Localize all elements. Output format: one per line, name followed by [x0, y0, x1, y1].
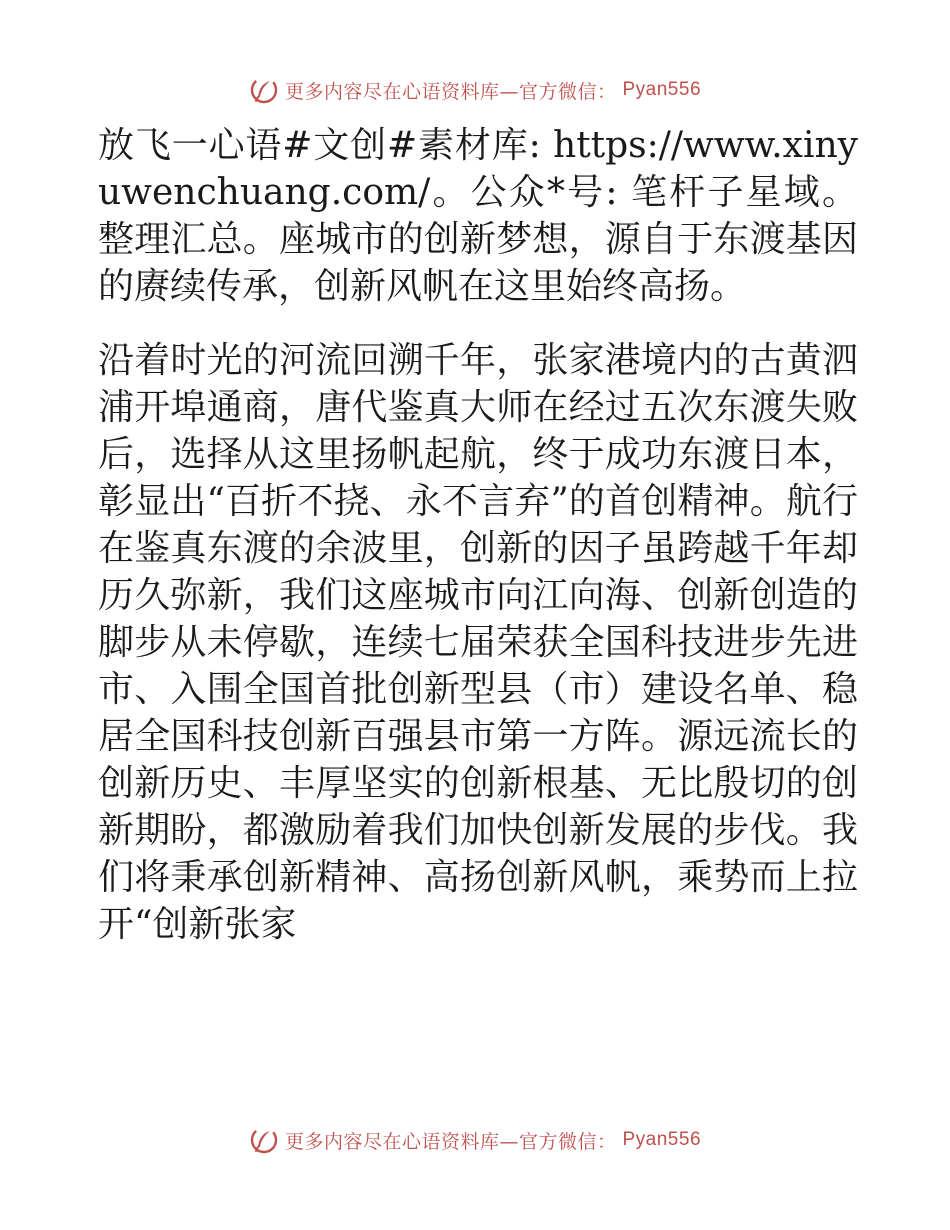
body-paragraph-2: 沿着时光的河流回溯千年，张家港境内的古黄泗浦开埠通商，唐代鉴真大师在经过五次东渡失败后，选择从这里扬帆起航，终于成功东渡日本，彰显出“百折不挠、永不言弃”的首创精神。航行在鉴真东渡的余波里，创新的因子虽跨越千年却历久弥新，我们这座城市向江向海、创新创造的脚步从未停歇，连续七届荣获全国科技进步先进市、入围全国首批创新型县（市）建设名单、稳居全国科技创新百强县市第一方阵。源远流长的创新历史、丰厚坚实的创新根基、无比殷切的创新期盼，都激励着我们加快创新发展的步伐。我们将秉承创新精神、高扬创新风帆，乘势而上拉开“创新张家	[98, 340, 858, 945]
footer-banner	[0, 1120, 950, 1160]
document-body	[98, 122, 858, 948]
header-wechat-id: Pyan556	[622, 79, 702, 100]
footer-wechat-id: Pyan556	[622, 1129, 702, 1150]
header-banner-text: 更多内容尽在心语资料库—官方微信：	[284, 80, 617, 103]
pen-feather-logo-icon	[249, 75, 279, 105]
footer-banner-text: 更多内容尽在心语资料库—官方微信：	[284, 1130, 617, 1153]
pen-feather-logo-icon	[249, 1125, 279, 1155]
header-banner	[0, 70, 950, 110]
body-paragraph-1: 放飞一心语#文创#素材库: https://www.xinyuwenchuang.com/。公众*号: 笔杆子星域。整理汇总。座城市的创新梦想，源自于东渡基因的赓续传承，创新风帆在这里始终高扬。	[98, 125, 858, 307]
